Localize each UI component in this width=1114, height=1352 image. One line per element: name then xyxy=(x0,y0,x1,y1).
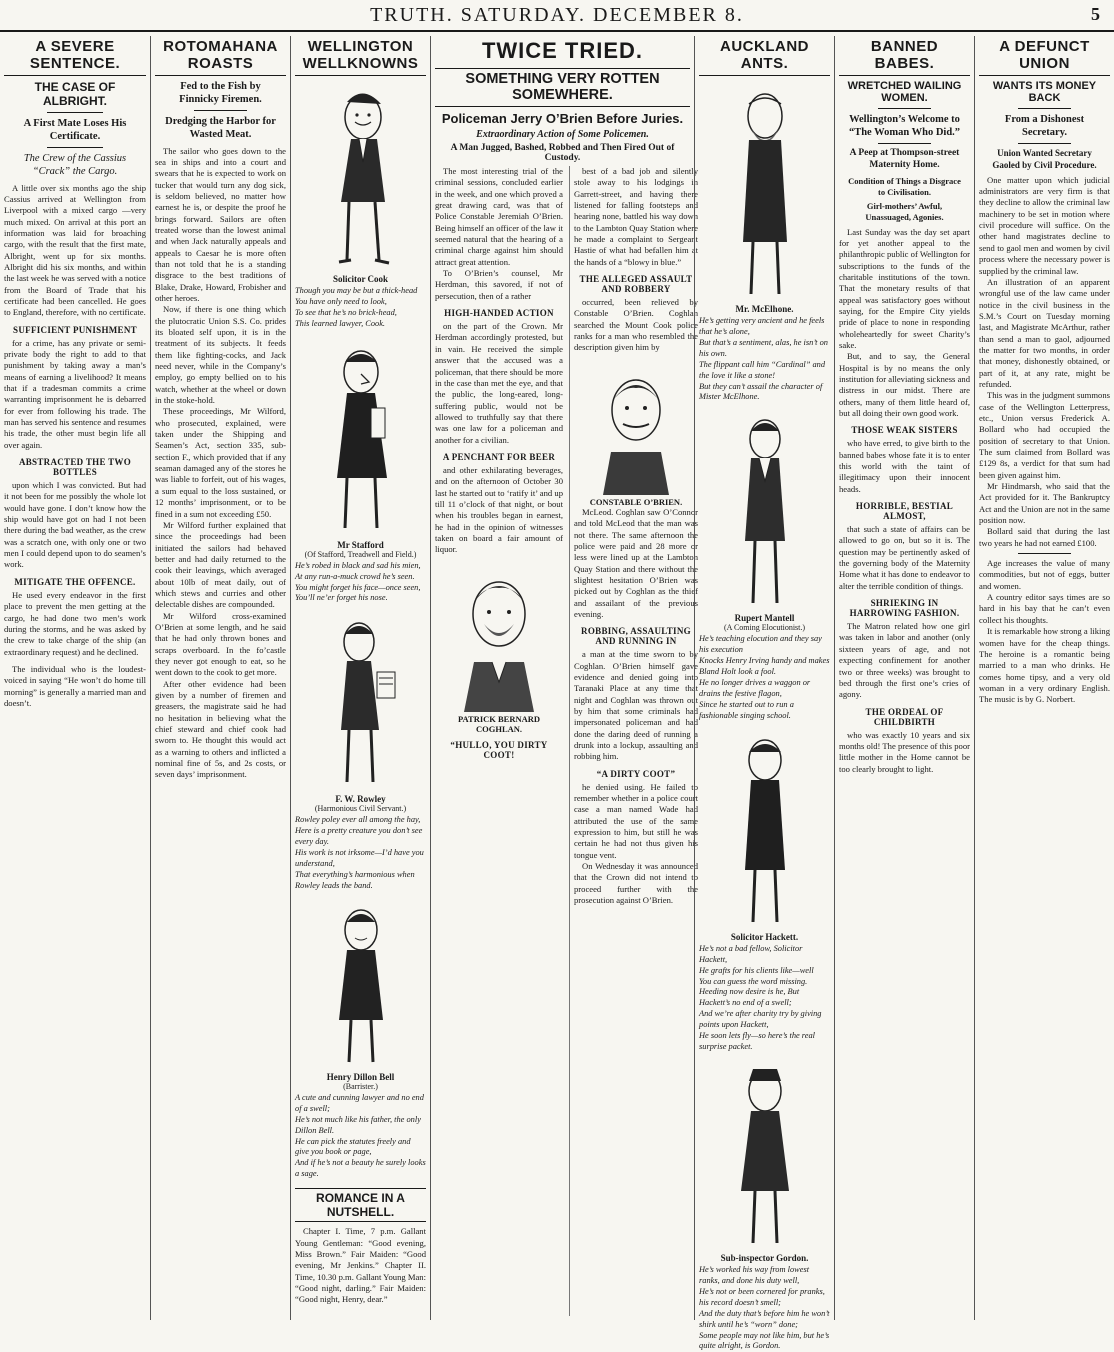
divider xyxy=(878,143,930,144)
article-headline: WRETCHED WAILING WOMEN. xyxy=(847,80,962,104)
article-subheadline: SOMETHING VERY ROTTEN SOMEWHERE. xyxy=(465,71,660,103)
article-subheading: SHRIEKING IN HARROWING FASHION. xyxy=(849,598,960,619)
article-deck: Girl-mothers’ Awful, Unassuaged, Agonies. xyxy=(865,201,944,222)
article-paragraph: To O’Brien’s counsel, Mr Herdman, this savored, if not of persecution, then of a rather xyxy=(435,268,563,301)
article-paragraph: for a crime, has any private or semi-private body the right to add to that punishment by taking away a man’s means of earning a livelihood? It means that if a tradesman commits a crime warranting imprisonment he is debarred for ever from following his trade. The man has served his sentence and resumes his trade, the other must begin life all over again. xyxy=(4,337,146,450)
caricature-verse: He’s getting very ancient and he feels that he’s alone, But that’s a sentiment, alas, he isn’t on his own. The flippant call him “Cardinal” and the love it like a stone! But they can’t assail the character of Mister McElhone. xyxy=(699,316,828,402)
article-subheading: HIGH-HANDED ACTION xyxy=(444,308,554,319)
caricature-rupert-mantell xyxy=(715,411,815,611)
divider xyxy=(194,110,246,111)
caricature-mr-mcelhone xyxy=(715,82,815,302)
article-headline: Fed to the Fish by Finnicky Firemen. xyxy=(179,81,262,106)
divider xyxy=(47,147,104,148)
column-defunct-union xyxy=(974,36,1114,1320)
caricature-caption: Henry Dillon Bell xyxy=(326,1071,395,1082)
caricature-verse: Though you may be but a thick-head You have only need to look, To see that he’s no brick-head, This learned lawyer, Cook. xyxy=(295,286,418,328)
caricature-verse: He’s not a bad fellow, Solicitor Hackett, He grafts for his clients like—well You can guess the word missing. Heeding now desire is he, But Hackett’s no end of a swell; And we’re after charity try by giving points upon Hackett, He soon lets fly—so here’s the real surprise packet. xyxy=(699,943,822,1052)
caricature-subcaption: (Of Stafford, Treadwell and Field.) xyxy=(304,549,417,559)
caricature-henry-dillon-bell xyxy=(311,900,411,1070)
article-subheading: ROBBING, ASSAULTING AND RUNNING IN xyxy=(581,626,691,647)
article-paragraph: These proceedings, Mr Wilford, who prosecuted, explained, were taken under the Shipping and Seamen’s Act, section 335, sub-section F., which provided that if any seaman damaged any of the stores he was liable to forfeit, out of his wages, a sum equal to the loss sustained, or 12 months’ imprisonment, or to be fined in a sum not exceeding £50. xyxy=(155,406,286,519)
article-subheadline: Policeman Jerry O’Brien Before Juries. xyxy=(441,111,684,126)
divider xyxy=(878,108,930,109)
center-right-column xyxy=(569,166,698,1316)
article-headline: WANTS ITS MONEY BACK xyxy=(992,80,1097,104)
masthead xyxy=(0,0,1114,32)
caricature-caption: Solicitor Cook xyxy=(332,274,389,284)
caricature-caption: Mr Stafford xyxy=(337,539,384,550)
article-deck: From a Dishonest Secretary. xyxy=(1004,114,1085,139)
article-paragraph: But, and to say, the General Hospital is by no means the only institution for alleviating sickness and distress in our midst. There are others, many of them little heard of, but all doing their own good work. xyxy=(839,351,970,418)
caricature-verse: He’s robed in black and sad his mien, At any run-a-muck crowd he’s seen. You might forget his face—once seen, You’ll ne’er forget his nose. xyxy=(295,560,421,603)
article-paragraph: This was in the judgment summons case of the Wellington Letterpress, etc., Union versus Frederick A. Bollard who had occupied the position of secretary to that Union. The sum claimed from Bollard was £129 8s, a verdict for that sum had been given against him. xyxy=(979,390,1110,480)
article-paragraph: The sailor who goes down to the sea in ships and into a court and swears that he is expected to work on tucker that would turn any dog sick, is seldom believed, no matter how earnest he is, or despite the proof he brings forward. Sailors are often treated worse than the lowest animal and when Jack naturally appeals and appeals to Caesar he is more often than not told that he is a standing disgrace to the best traditions of Blake, Drake, Howard, Frobisher and other heroes. xyxy=(155,145,286,303)
caricature-subcaption: (A Coming Elocutionist.) xyxy=(723,623,806,633)
portrait-caption: PATRICK BERNARD COGHLAN. xyxy=(457,713,541,734)
article-paragraph: upon which I was convicted. But had it not been for me possibly the whole lot would have gone. I don’t know how the ship would have got on had I not been there during the bad weather, as the crew was a scratch one, with only one or two men I could depend upon to do seamen’s work. xyxy=(4,480,146,570)
article-paragraph: Age increases the value of many commodities, but not of eggs, butter and women. xyxy=(979,558,1110,591)
article-paragraph: The Matron related how one girl was taken in labor and another (only sixteen years of age, and not expecting confinement for another two or three weeks) was brought to bed through the first one’s cries of agony. xyxy=(839,621,970,700)
divider xyxy=(47,112,104,113)
section-kicker: WELLINGTON WELLKNOWNS xyxy=(295,36,426,76)
column-wellington-wellknowns xyxy=(290,36,430,1320)
section-kicker: A DEFUNCT UNION xyxy=(979,36,1110,76)
section-kicker: A SEVERE SENTENCE. xyxy=(4,36,146,76)
article-paragraph: Now, if there is one thing which the plutocratic Union S.S. Co. prides its bloated self upon, it is in the treatment of its subjects. It feeds them like fighting-cocks, and Jack need never, while in the Company’s employ, go empty bellied on to his watch, whether at the wheel or down in the stoke-hold. xyxy=(155,304,286,406)
caricature-fw-rowley xyxy=(311,612,411,792)
article-paragraph: that such a state of affairs can be allowed to go on, but so it is. The question may be pertinently asked of the governing body of the Maternity Home what it has done to endeavor to alter the terrible condition of things. xyxy=(839,524,970,591)
article-paragraph: Mr Hindmarsh, who said that the Act provided for it. The Bankruptcy Act and the Union are not in the same position now. xyxy=(979,481,1110,526)
caricature-verse: A cute and cunning lawyer and no end of a swell; He’s not much like his father, the only Dillon Bell. He can pick the statutes freely and give you book or page, And if he’s not a beauty he surely looks a sage. xyxy=(295,1092,426,1179)
article-paragraph: He used every endeavor in the first place to prevent the men getting at the cargo, he had done two men’s work during the storms, and he was asked by the crew to take charge of the ship (an extraordinary request) and he declined. xyxy=(4,589,146,657)
portrait-constable-obrien xyxy=(581,360,691,495)
article-paragraph: It is remarkable how strong a liking women have for the cheap things. The heroine is a romantic being married to a man who drinks. He comes home tipsy, and a very old woman in a very ordinary English. The music is by G. Norbert. xyxy=(979,626,1110,705)
article-subheading: SUFFICIENT PUNISHMENT xyxy=(13,324,137,335)
article-subheading: THE ORDEAL OF CHILDBIRTH xyxy=(865,706,944,727)
portrait-patrick-coghlan xyxy=(444,562,554,712)
article-deck: The Crew of the Cassius “Crack” the Cargo. xyxy=(23,153,127,178)
article-paragraph: on the part of the Crown. Mr Herdman accordingly protested, but in vain. He received the simple answer that the accused was a policeman, that there should be more in the case than met the eye, and that the public, the long-eared, long-suffering public, would not be allowed to truthfully say that there was one law for a policeman and another for a civilian. xyxy=(435,321,563,445)
article-paragraph: best of a bad job and silently stole away to his lodgings in Garrett-street, and having there listened for falling footsteps and hearing none, battled his way down to the Lambton Quay Station where he made a complaint to Sergeant Hastie of what had befallen him at the hands of a “blowy in blue.” xyxy=(574,166,698,267)
article-subheading: A PENCHANT FOR BEER xyxy=(442,451,556,462)
article-paragraph: occurred, been relieved by Constable O’Brien. Coghlan searched the Mount Cook police ranks for a man who resembled the description given him by xyxy=(574,297,698,353)
article-paragraph: An illustration of an apparent wrongful use of the law came under notice in the civil business in the S.M.’s Court on Tuesday morning last, and Magistrate McArthur, rather than send a man to gaol, adjourned the matter for two months, in order that money, dishonestly obtained, or part of it, at any rate, might be refunded. xyxy=(979,276,1110,389)
article-subheading: THOSE WEAK SISTERS xyxy=(851,425,958,436)
caricature-solicitor-hackett xyxy=(715,730,815,930)
article-deck: Dredging the Harbor for Wasted Meat. xyxy=(165,116,276,141)
caricature-sub-inspector-gordon xyxy=(715,1061,815,1251)
article-deck: Union Wanted Secretary Gaoled by Civil Procedure. xyxy=(992,148,1097,170)
article-paragraph: Last Sunday was the day set apart for yet another appeal to the philanthropic public of Wellington for subscriptions to the funds of the charitable institutions of the town. That the monetary results of that appeal was satisfactory goes without saying, for the Empire City yields pride of place to none in responding wholeheartedly for sweet Charity’s sake. xyxy=(839,226,970,350)
divider xyxy=(1018,143,1070,144)
column-severe-sentence xyxy=(0,36,150,1320)
article-paragraph: Bollard said that during the last two years he had not earned £100. xyxy=(979,526,1110,548)
article-deck: A Peep at Thompson-street Maternity Home. xyxy=(849,148,960,171)
article-paragraph: On Wednesday it was announced that the Crown did not intend to proceed further with the prosecution against O’Brien. xyxy=(574,861,698,906)
article-subheading: MITIGATE THE OFFENCE. xyxy=(14,576,136,587)
article-paragraph: The most interesting trial of the criminal sessions, concluded earlier in the week, and one which proved a great drawing card, was that of Police Constable Jeremiah O’Brien. Being himself an officer of the law it seemed natural that the hearing of a criminal charge against him should attract great attention. xyxy=(435,166,563,267)
article-headline: THE CASE OF ALBRIGHT. xyxy=(34,80,116,108)
article-paragraph: One matter upon which judicial administrators are very firm is that they decline to allow the criminal law machinery to be set in motion where civil procedure will suffice. On the other hand magistrates decline to send to gaol men and women by civil process where the necessary power is supplied by the criminal law. xyxy=(979,174,1110,276)
caricature-caption: Solicitor Hackett. xyxy=(730,931,799,942)
article-paragraph: who have erred, to give birth to the banned babes whose fate it is to enter this world with the taint of illegitimacy upon their innocent heads. xyxy=(839,438,970,494)
caricature-solicitor-cook xyxy=(311,82,411,272)
caricature-subcaption: (Barrister.) xyxy=(343,1081,378,1091)
article-paragraph: A country editor says times are so hard in his bay that he can’t even collect his thoughts. xyxy=(979,592,1110,625)
center-left-column xyxy=(435,166,563,1316)
divider xyxy=(1018,108,1070,109)
article-paragraph: A little over six months ago the ship Cassius arrived at Wellington from Liverpool with a mixed cargo —very much mixed. On arrival at this port an information was laid for broaching cargo, with the result that the first mate, Albright, went up for six months. Albright did his six months, and within the last week he was served with a notice from the Board of Trade that his certificate had been cancelled. He goes to England, therefore, with no certificate. xyxy=(4,182,146,318)
caricature-verse: He’s teaching elocution and they say his execution Knocks Henry Irving handy and makes Bland Holt look a fool. He no longer drives a waggon or drains the festive flagon, Since he started out to run a fashionable singing school. xyxy=(699,634,830,720)
article-subheading: ABSTRACTED THE TWO BOTTLES xyxy=(18,457,132,478)
section-kicker: AUCKLAND ANTS. xyxy=(699,36,830,76)
article-paragraph: Mr Wilford further explained that since the proceedings had been initiated the sailors had behaved better and had daily returned to the cook their leavings, which averaged about 10lb of meat daily, out of which stews and curries and other delectable dishes are compounded. xyxy=(155,519,286,610)
article-deck: Extraordinary Action of Some Policemen. xyxy=(476,129,649,140)
article-deck: Condition of Things a Disgrace to Civilisation. xyxy=(848,176,961,197)
article-deck: A Man Jugged, Bashed, Robbed and Then Fired Out of Custody. xyxy=(450,143,675,163)
page-number: 5 xyxy=(1091,4,1100,24)
article-subheading: “HULLO, YOU DIRTY COOT! xyxy=(450,739,548,760)
article-paragraph: he denied using. He failed to remember whether in a police court case a man named Wade had attributed the use of the same expression to him, but still he was certain he had not thus given his tongue vent. xyxy=(574,781,698,860)
article-deck: A First Mate Loses His Certificate. xyxy=(23,118,127,143)
article-subheading: “A DIRTY COOT” xyxy=(596,768,676,779)
article-subheading: THE ALLEGED ASSAULT AND ROBBERY xyxy=(579,274,693,295)
divider xyxy=(1018,553,1070,554)
article-subheading: HORRIBLE, BESTIAL ALMOST, xyxy=(855,501,954,522)
caricature-mr-stafford xyxy=(311,338,411,538)
column-rotomahana-roasts xyxy=(150,36,290,1320)
article-paragraph: who was exactly 10 years and six months old! The presence of this poor little mother in the Home cannot be too clearly brought to light. xyxy=(839,729,970,774)
column-banned-babes xyxy=(834,36,974,1320)
section-kicker: BANNED BABES. xyxy=(839,36,970,76)
caricature-caption: Mr. McElhone. xyxy=(735,304,794,314)
romance-text: Chapter I. Time, 7 p.m. Gallant Young Gentleman: “Good evening, Miss Brown.” Fair Maiden: “Good evening, Mr Jenkins.” Chapter II. Time, 10.30 p.m. Gallant Young Man: “Good night, darling.” Fair Maiden: “Good night, Henry, dear.” xyxy=(295,1226,426,1305)
headline-box xyxy=(435,68,690,107)
section-kicker: ROTOMAHANA ROASTS xyxy=(155,36,286,76)
caricature-verse: He’s worked his way from lowest ranks, and done his duty well, He’s not or been cornered for pranks, his record doesn’t smell; And the duty that’s before him he won’t shirk until he’s “worn” done; Some people may not like him, but he’s quite alright, is Gordon. xyxy=(699,1264,830,1351)
article-paragraph: and other exhilarating beverages, and on the afternoon of October 30 last he started out to ‘ratify it’ and up till 11 o’clock of that night, or bout when his troubles began in earnest, he had in the opinion of witnesses taken on board a fair amount of liquor. xyxy=(435,464,563,555)
caricature-verse: Rowley poley ever all among the hay, Here is a pretty creature you don’t see every day. His work is not irksome—I’d have you understand, That everything’s harmonious when Rowley leads the band. xyxy=(295,815,424,890)
column-auckland-ants xyxy=(694,36,834,1351)
article-headline: TWICE TRIED. xyxy=(481,38,644,63)
article-paragraph: After other evidence had been given by a number of firemen and greasers, the magistrate said he had no hesitation in believing what the chief steward and chief cook had sworn to. He thought this would act as a warning to others and inflicted a nominal fine of 5s, and 2s costs, or seven days’ imprisonment. xyxy=(155,678,286,780)
portrait-caption: CONSTABLE O’BRIEN. xyxy=(589,496,683,507)
article-paragraph: Mr Wilford cross-examined O’Brien at some length, and he said that he had only thrown bones and scraps overboard. In the fo’castle they never got enough to eat, so he went down to the cook to get more. xyxy=(155,610,286,678)
caricature-caption: Rupert Mantell xyxy=(734,613,795,624)
caricature-caption: F. W. Rowley xyxy=(335,794,386,805)
newspaper-title: TRUTH. SATURDAY. DECEMBER 8. xyxy=(370,4,744,26)
column-twice-tried xyxy=(430,36,698,1320)
caricature-caption: Sub-inspector Gordon. xyxy=(720,1252,809,1263)
article-paragraph: The individual who is the loudest-voiced in saying “He won’t do home till morning” is generally a married man and doesn’t. xyxy=(4,663,146,708)
article-paragraph: a man at the time sworn to by Coghlan. O’Brien himself gave evidence and denied going into Taranaki Place at any time that night and Coghlan was thrown out by him that some criminals had impersonated policeman and had done the daring deed of running a drunk into a lockup, assaulting and robbing him. xyxy=(574,649,698,762)
romance-headline: ROMANCE IN A NUTSHELL. xyxy=(295,1188,426,1222)
caricature-subcaption: (Harmonious Civil Servant.) xyxy=(314,804,407,814)
article-deck: Wellington’s Welcome to “The Woman Who Did.” xyxy=(848,114,961,139)
article-paragraph: McLeod. Coghlan saw O’Connor and told McLeod that the man was not there. The same afternoon the police were paid and 28 more or less were lined up at the Lambton Quay Station and there without the slightest hesitation O’Brien was picked out by Coghlan as the thief and assailant of the previous evening. xyxy=(574,506,698,619)
